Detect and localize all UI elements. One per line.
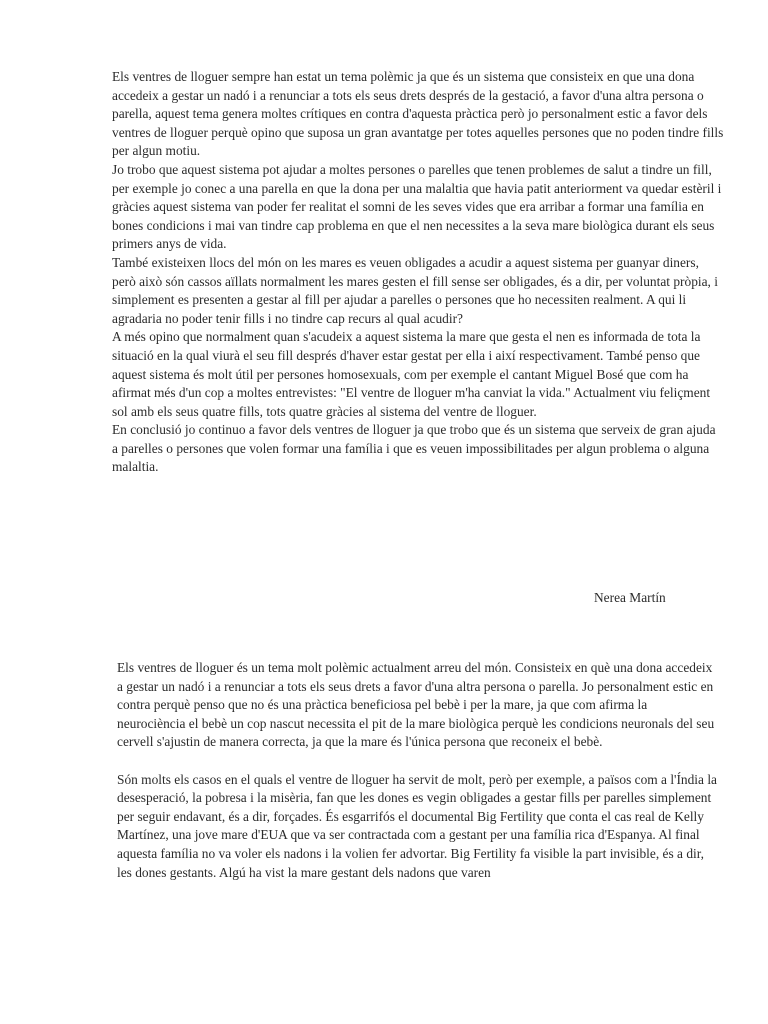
- author-signature: Nerea Martín: [594, 590, 666, 605]
- essay-in-favor: [112, 68, 724, 477]
- essay-1-paragraph-5: En conclusió jo continuo a favor dels ventres de lloguer ja que trobo que és un sistema que serveix de gran ajuda a parelles o persones que volen formar una família i que es veuen impossibilitades per algun problema o alguna malaltia.: [112, 422, 716, 475]
- essay-1-paragraph-2: Jo trobo que aquest sistema pot ajudar a moltes persones o parelles que tenen problemes de salut a tindre un fill, per exemple jo conec a una parella en que la dona per una malaltia que havia patit anteriorment va quedar estèril i gràcies aquest sistema van poder fer realitat el somni de les seves vides que era arribar a formar una família en bones condicions i mai van tindre cap problema en que el nen necessites a la seva mare biològica durant els seus primers anys de vida.: [112, 161, 722, 252]
- essay-1-paragraph-3: També existeixen llocs del món on les mares es veuen obligades a acudir a aquest sistema per guanyar diners, però això són cassos aïllats normalment les mares gesten el fill sense ser obligades, és a dir, per voluntat pròpia, i simplement es presenten a gestar al fill per ajudar a parelles o persones que ho necessiten realment. A qui li agradaria no poder tenir fills i no tindre cap recurs al qual acudir?: [112, 254, 718, 326]
- essay-2-paragraph-1: Els ventres de lloguer és un tema molt polèmic actualment arreu del món. Consisteix en què una dona accedeix a gestar un nadó i a renunciar a tots els seus drets a favor d'una altra persona o parella. Jo personalment estic en contra perquè penso que no és una pràctica beneficiosa pel bebè i per la mare, ja que com afirma la neurociència el bebè un cop nascut necessita el pit de la mare biològica perquè les condicions neuronals del seu cervell s'ajustin de manera correcta, ja que la mare és l'única persona que reconeix el bebè.: [117, 660, 715, 750]
- essay-1-paragraph-4: A més opino que normalment quan s'acudeix a aquest sistema la mare que gesta el nen es informada de tota la situació en la qual viurà el seu fill després d'haver estar gestat per ella i així respectivament. També penso que aquest sistema és molt útil per persones homosexuals, com per exemple el cantant Miguel Bosé que com ha afirmat més d'un cop a moltes entrevistes: "El ventre de lloguer m'ha canviat la vida." Actualment viu feliçment sol amb els seus quatre fills, tots quatre gràcies al sistema del ventre de lloguer.: [112, 329, 711, 419]
- essay-1-paragraph-1: Els ventres de lloguer sempre han estat un tema polèmic ja que és un sistema que consisteix en que una dona accedeix a gestar un nadó i a renunciar a tots els seus drets després de la gestació, a favor d'una altra persona o parella, aquest tema genera moltes crítiques en contra d'aquesta pràctica però jo personalment estic a favor dels ventres de lloguer perquè opino que suposa un gran avantatge per totes aquelles persones que no poden tindre fills per algun motiu.: [112, 69, 724, 159]
- essay-against: [117, 659, 717, 882]
- essay-2-paragraph-2: Són molts els casos en el quals el ventre de lloguer ha servit de molt, però per exemple, a països com a l'Índia la desesperació, la pobresa i la misèria, fan que les dones es vegin obligades a gestar fills per parelles simplement per seguir endavant, és a dir, forçades. És esgarrifós el documental Big Fertility que conta el cas real de Kelly Martínez, una jove mare d'EUA que va ser contractada com a gestant per una família rica d'Espanya. Al final aquesta família no va voler els nadons i la volien fer advortar. Big Fertility fa visible la part invisible, és a dir, les dones gestants. Algú ha vist la mare gestant dels nadons que varen: [117, 771, 717, 880]
